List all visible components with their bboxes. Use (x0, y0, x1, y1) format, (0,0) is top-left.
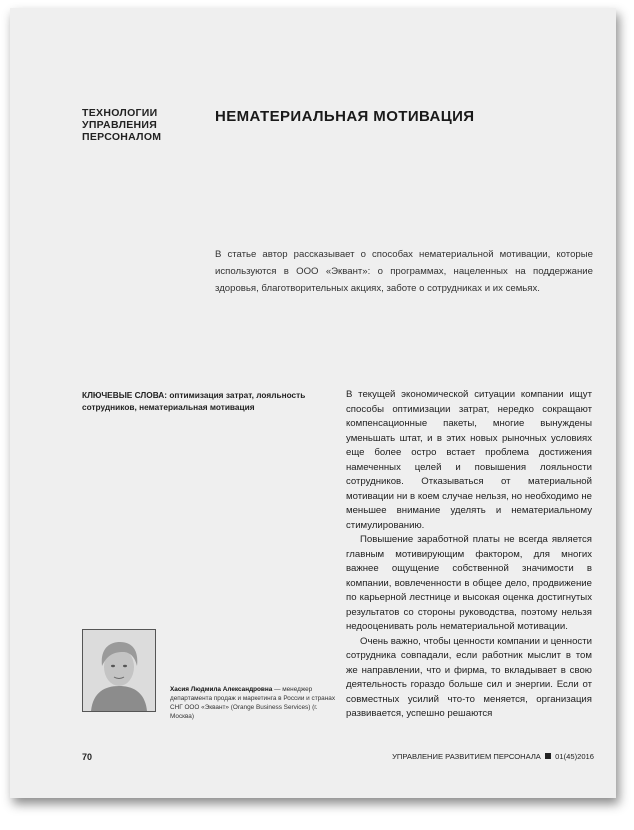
journal-name: УПРАВЛЕНИЕ РАЗВИТИЕМ ПЕРСОНАЛА (392, 752, 541, 761)
section-label (82, 107, 161, 143)
author-portrait-icon (83, 630, 155, 711)
author-photo (82, 629, 156, 712)
article-title: НЕМАТЕРИАЛЬНАЯ МОТИВАЦИЯ (215, 108, 475, 125)
journal-issue: 01(45)2016 (555, 752, 594, 761)
keywords-text: оптимизация затрат, лояльность сотрудников, нематериальная мотивация (82, 390, 306, 412)
body-paragraph: В текущей экономической ситуации компании ищут способы оптимизации затрат, нередко сокращают компенсационные пакеты, многие вынуждены уменьшать штат, и в этих новых рыночных условиях еще более остро встает проблема достижения намеченных целей и повышения лояльности сотрудников. Отказываться от материальной мотивации ни в коем случае нельзя, но необходимо не меньшее внимание уделять и нематериальному стимулированию. (346, 389, 592, 531)
section-label-line: ПЕРСОНАЛОМ (82, 131, 162, 143)
keywords-label: КЛЮЧЕВЫЕ СЛОВА: (82, 390, 168, 400)
square-icon (545, 753, 551, 759)
section-label-line: УПРАВЛЕНИЯ (82, 119, 158, 131)
article-lead: В статье автор рассказывает о способах нематериальной мотивации, которые используются в ООО «Эквант»: о программах, нацеленных на поддержание здоровья, благотворительных акциях, заботе о сотрудниках и их семьях. (215, 249, 593, 294)
journal-footer (392, 752, 594, 761)
author-description: — менеджер департамента продаж и маркетинга в России и странах СНГ ООО «Эквант» (Orange Business Services) (г. Москва) (170, 686, 336, 720)
section-label-line: ТЕХНОЛОГИИ (82, 107, 158, 119)
keywords (82, 389, 332, 413)
article-body (346, 388, 592, 722)
body-paragraph: Очень важно, чтобы ценности компании и ценности сотрудника совпадали, если работник мыслит в том же направлении, что и фирма, то вкладывает в свою деятельность гораздо больше сил и энергии. Если от совместных усилий что-то меняется, организация развивается, успешно решаются (346, 635, 592, 719)
page-number: 70 (82, 752, 93, 762)
author-name: Хасия Людмила Александровна (170, 686, 273, 693)
body-paragraph: Повышение заработной платы не всегда является главным мотивирующим фактором, для многих важнее ощущение собственной значимости в компании, вовлеченности в общее дело, продвижение по карьерной лестнице и высокая оценка достигнутых результатов со стороны руководства, поэтому нельзя недооценивать роль нематериальной мотивации. (346, 534, 592, 632)
author-info (170, 685, 336, 721)
magazine-page (10, 8, 616, 798)
